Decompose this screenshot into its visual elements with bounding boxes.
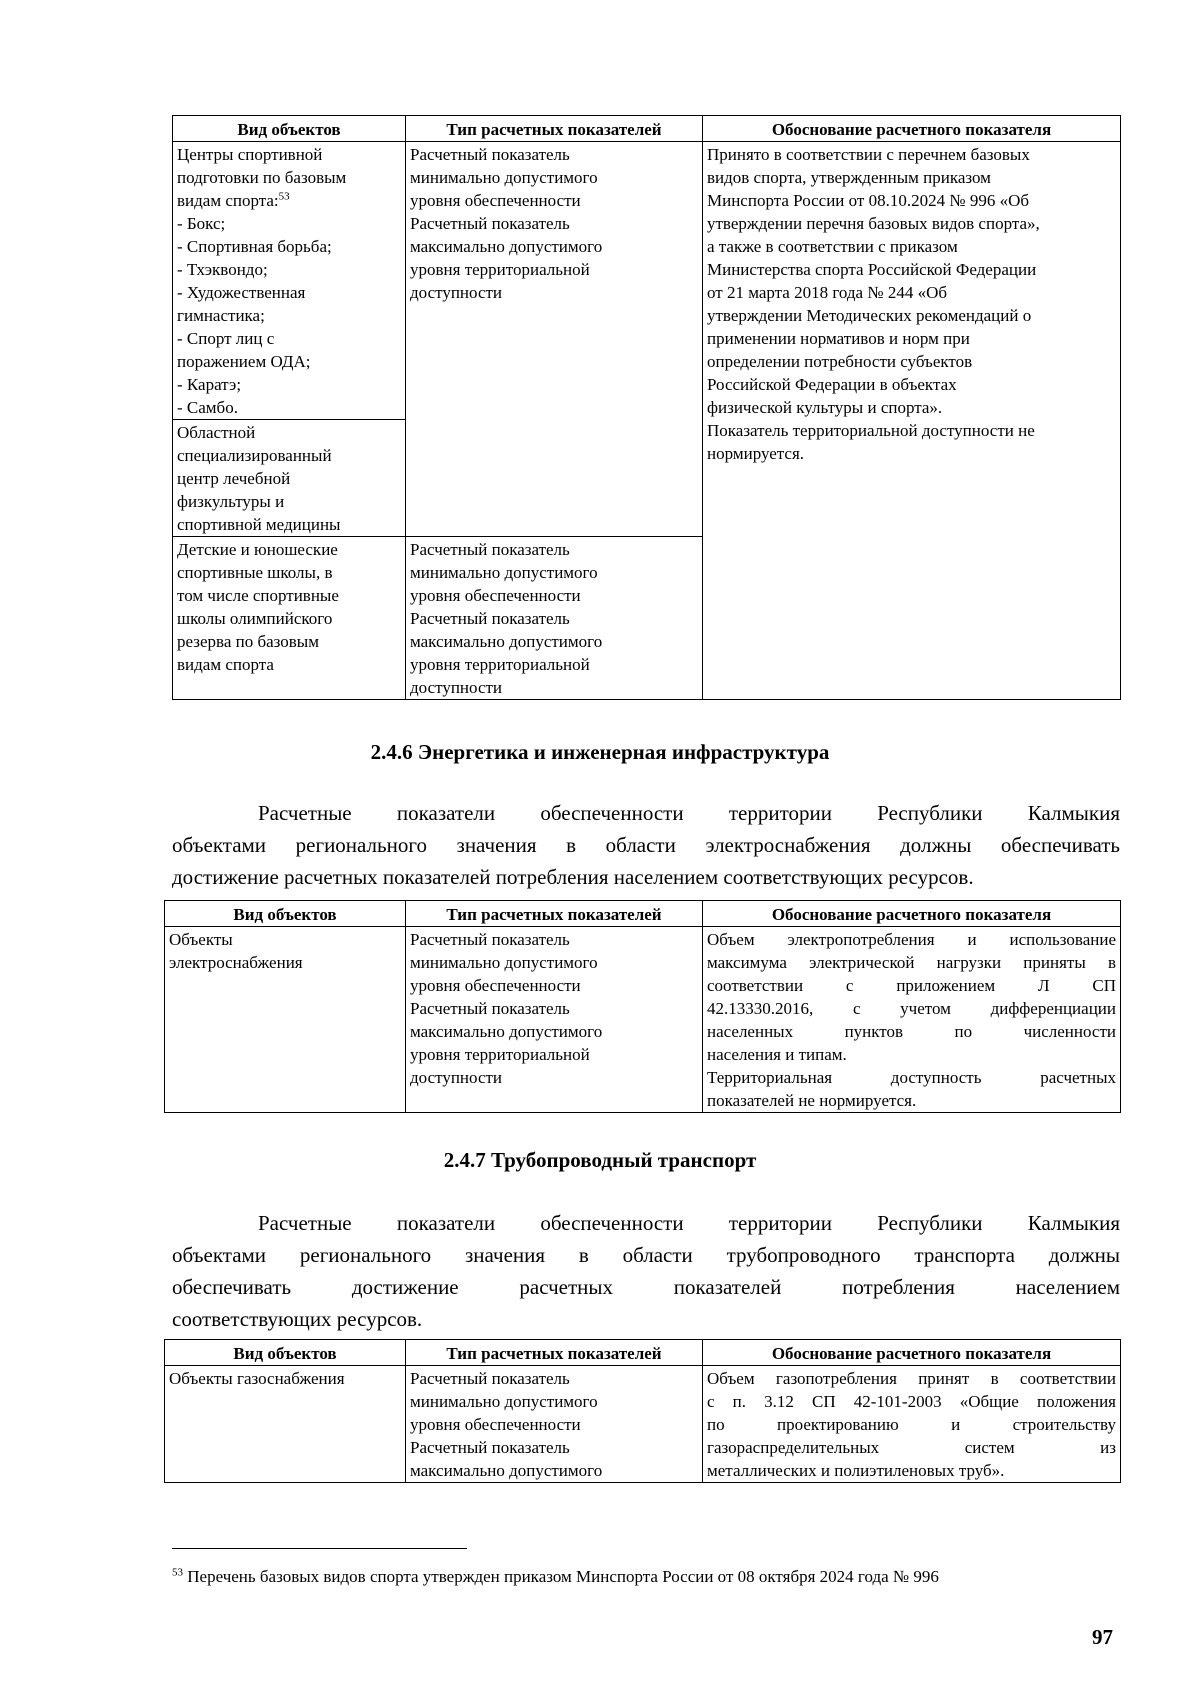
column-header-object-type: Вид объектов bbox=[173, 116, 406, 142]
cell-text-line: Объекты bbox=[169, 930, 233, 949]
cell-text-line: уровня территориальной bbox=[410, 260, 590, 279]
table-header-row bbox=[165, 901, 1121, 927]
column-header-indicator-type: Тип расчетных показателей bbox=[406, 901, 703, 927]
object-cell bbox=[173, 142, 406, 420]
cell-text-line: спортивной медицины bbox=[177, 515, 341, 534]
cell-text-line: Российской Федерации в объектах bbox=[707, 375, 957, 394]
cell-text-line: максимально допустимого bbox=[410, 1022, 603, 1041]
table-row bbox=[173, 142, 1121, 420]
column-header-indicator-type: Тип расчетных показателей bbox=[406, 1340, 703, 1366]
column-header-object-type: Вид объектов bbox=[165, 901, 406, 927]
table-row bbox=[165, 927, 1121, 1113]
cell-text-line: Расчетный показатель bbox=[410, 1369, 570, 1388]
cell-text-line: - Бокс; bbox=[177, 214, 226, 233]
cell-text-line: - Самбо. bbox=[177, 398, 238, 417]
footnote-divider bbox=[172, 1548, 467, 1549]
paragraph-line: Расчетные показатели обеспеченности территории Республики Калмыкия bbox=[258, 1211, 1120, 1235]
cell-text-line: том числе спортивные bbox=[177, 586, 339, 605]
cell-text-line: газораспределительных систем из bbox=[707, 1438, 1116, 1457]
footnote bbox=[172, 1566, 939, 1588]
cell-text-line: Объем электропотребления и использование bbox=[707, 930, 1116, 949]
cell-text-line: - Каратэ; bbox=[177, 375, 242, 394]
cell-text-line: а также в соответствии с приказом bbox=[707, 237, 958, 256]
page-number: 97 bbox=[1092, 1625, 1113, 1649]
cell-text-line: - Спорт лиц с bbox=[177, 329, 275, 348]
indicator-type-cell bbox=[406, 537, 703, 700]
cell-text-line: Расчетный показатель bbox=[410, 1438, 570, 1457]
cell-text-line: Минспорта России от 08.10.2024 № 996 «Об bbox=[707, 191, 1030, 210]
cell-text-line: центр лечебной bbox=[177, 469, 291, 488]
section-heading-pipeline: 2.4.7 Трубопроводный транспорт bbox=[443, 1148, 757, 1172]
cell-text-line: применении нормативов и норм при bbox=[707, 329, 970, 348]
cell-text-line: максимально допустимого bbox=[410, 237, 603, 256]
cell-text-line: - Тхэквондо; bbox=[177, 260, 268, 279]
cell-text-line: населенных пунктов по численности bbox=[707, 1022, 1116, 1041]
basis-cell bbox=[703, 1366, 1121, 1483]
section-heading-energy: 2.4.6 Энергетика и инженерная инфраструктура bbox=[370, 740, 830, 764]
basis-cell bbox=[703, 927, 1121, 1113]
footnote-number: 53 bbox=[172, 1566, 183, 1579]
cell-text-line: специализированный bbox=[177, 446, 332, 465]
cell-text-line: Объекты газоснабжения bbox=[169, 1369, 345, 1388]
paragraph-line: обеспечивать достижение расчетных показателей потребления населением bbox=[172, 1275, 1120, 1299]
cell-text-line: поражением ОДА; bbox=[177, 352, 311, 371]
cell-text-line: Центры спортивной bbox=[177, 145, 323, 164]
object-cell bbox=[173, 537, 406, 700]
cell-text-line: максимума электрической нагрузки приняты в bbox=[707, 953, 1116, 972]
cell-text-line: максимально допустимого bbox=[410, 632, 603, 651]
cell-text-line: Расчетный показатель bbox=[410, 145, 570, 164]
cell-text-line: утверждении перечня базовых видов спорта», bbox=[707, 214, 1040, 233]
cell-text-line: минимально допустимого bbox=[410, 168, 598, 187]
object-cell bbox=[165, 927, 406, 1113]
cell-text-line: с п. 3.12 СП 42-101-2003 «Общие положения bbox=[707, 1392, 1116, 1411]
cell-text-line: Расчетный показатель bbox=[410, 930, 570, 949]
cell-text-line: Расчетный показатель bbox=[410, 540, 570, 559]
cell-text-line: школы олимпийского bbox=[177, 609, 333, 628]
cell-text-line: Расчетный показатель bbox=[410, 214, 570, 233]
cell-text-line: Объем газопотребления принят в соответствии bbox=[707, 1369, 1116, 1388]
cell-text-line: Расчетный показатель bbox=[410, 999, 570, 1018]
cell-text-line: минимально допустимого bbox=[410, 1392, 598, 1411]
column-header-indicator-type: Тип расчетных показателей bbox=[406, 116, 703, 142]
cell-text-line: доступности bbox=[410, 283, 503, 302]
cell-text-line: - Спортивная борьба; bbox=[177, 237, 332, 256]
cell-text-line: Территориальная доступность расчетных bbox=[707, 1068, 1116, 1087]
column-header-basis: Обоснование расчетного показателя bbox=[703, 1340, 1121, 1366]
table-header-row bbox=[173, 116, 1121, 142]
cell-text-line: резерва по базовым bbox=[177, 632, 319, 651]
cell-text-line: показателей не нормируется. bbox=[707, 1091, 917, 1110]
cell-text-line: уровня территориальной bbox=[410, 1045, 590, 1064]
cell-text-line: Расчетный показатель bbox=[410, 609, 570, 628]
column-header-basis: Обоснование расчетного показателя bbox=[703, 901, 1121, 927]
paragraph-pipeline bbox=[172, 1207, 1120, 1335]
cell-text-line: соответствии с приложением Л СП bbox=[707, 976, 1116, 995]
cell-text-line: доступности bbox=[410, 678, 503, 697]
paragraph-line: достижение расчетных показателей потребления населением соответствующих ресурсов. bbox=[172, 865, 974, 889]
cell-text-line: уровня обеспеченности bbox=[410, 586, 581, 605]
cell-text-line: видам спорта:$^{53}$ bbox=[177, 190, 290, 210]
cell-text-line: подготовки по базовым bbox=[177, 168, 347, 187]
indicator-type-cell bbox=[406, 142, 703, 537]
paragraph-line: объектами регионального значения в области трубопроводного транспорта должны bbox=[172, 1243, 1120, 1267]
cell-text-line: определении потребности субъектов bbox=[707, 352, 973, 371]
gas-supply-table bbox=[164, 1339, 1121, 1483]
cell-text-line: уровня территориальной bbox=[410, 655, 590, 674]
cell-text-line: уровня обеспеченности bbox=[410, 1415, 581, 1434]
column-header-object-type: Вид объектов bbox=[165, 1340, 406, 1366]
cell-text-line: Министерства спорта Российской Федерации bbox=[707, 260, 1037, 279]
paragraph-line: Расчетные показатели обеспеченности территории Республики Калмыкия bbox=[258, 801, 1120, 825]
cell-text-line: Принято в соответствии с перечнем базовых bbox=[707, 145, 1030, 164]
cell-text-line: гимнастика; bbox=[177, 306, 265, 325]
cell-text-line: утверждении Методических рекомендаций о bbox=[707, 306, 1032, 325]
cell-text-line: Детские и юношеские bbox=[177, 540, 338, 559]
basis-cell bbox=[703, 142, 1121, 700]
indicator-type-cell bbox=[406, 927, 703, 1113]
power-supply-table bbox=[164, 900, 1121, 1113]
paragraph-line: соответствующих ресурсов. bbox=[172, 1307, 423, 1331]
indicator-type-cell bbox=[406, 1366, 703, 1483]
cell-text-line: металлических и полиэтиленовых труб». bbox=[707, 1461, 1005, 1480]
cell-text-line: минимально допустимого bbox=[410, 953, 598, 972]
cell-text-line: Показатель территориальной доступности не bbox=[707, 421, 1035, 440]
cell-text-line: уровня обеспеченности bbox=[410, 191, 581, 210]
cell-text-line: минимально допустимого bbox=[410, 563, 598, 582]
cell-text-line: спортивные школы, в bbox=[177, 563, 333, 582]
cell-text-line: нормируется. bbox=[707, 444, 805, 463]
paragraph-line: объектами регионального значения в области электроснабжения должны обеспечивать bbox=[172, 833, 1120, 857]
table-header-row bbox=[165, 1340, 1121, 1366]
cell-text-line: электроснабжения bbox=[169, 953, 303, 972]
cell-text-line: - Художественная bbox=[177, 283, 306, 302]
column-header-basis: Обоснование расчетного показателя bbox=[703, 116, 1121, 142]
cell-text-line: видов спорта, утвержденным приказом bbox=[707, 168, 991, 187]
cell-text-line: доступности bbox=[410, 1068, 503, 1087]
sports-facilities-table bbox=[172, 115, 1121, 700]
footnote-reference: 53 bbox=[278, 190, 290, 203]
object-cell bbox=[165, 1366, 406, 1483]
cell-text-line: физической культуры и спорта». bbox=[707, 398, 943, 417]
cell-text-line: физкультуры и bbox=[177, 492, 285, 511]
object-cell bbox=[173, 420, 406, 537]
cell-text-line: Областной bbox=[177, 423, 256, 442]
cell-text-line: 42.13330.2016, с учетом дифференциации bbox=[707, 999, 1116, 1018]
cell-text-line: видам спорта bbox=[177, 655, 274, 674]
paragraph-energy bbox=[172, 797, 1120, 893]
table-row bbox=[165, 1366, 1121, 1483]
cell-text-line: населения и типам. bbox=[707, 1045, 847, 1064]
cell-text-line: уровня обеспеченности bbox=[410, 976, 581, 995]
footnote-text: Перечень базовых видов спорта утвержден приказом Минспорта России от 08 октября 2024 года № 996 bbox=[183, 1567, 939, 1586]
cell-text-line: максимально допустимого bbox=[410, 1461, 603, 1480]
cell-text-line: по проектированию и строительству bbox=[707, 1415, 1116, 1434]
cell-text-line: от 21 марта 2018 года № 244 «Об bbox=[707, 283, 948, 302]
